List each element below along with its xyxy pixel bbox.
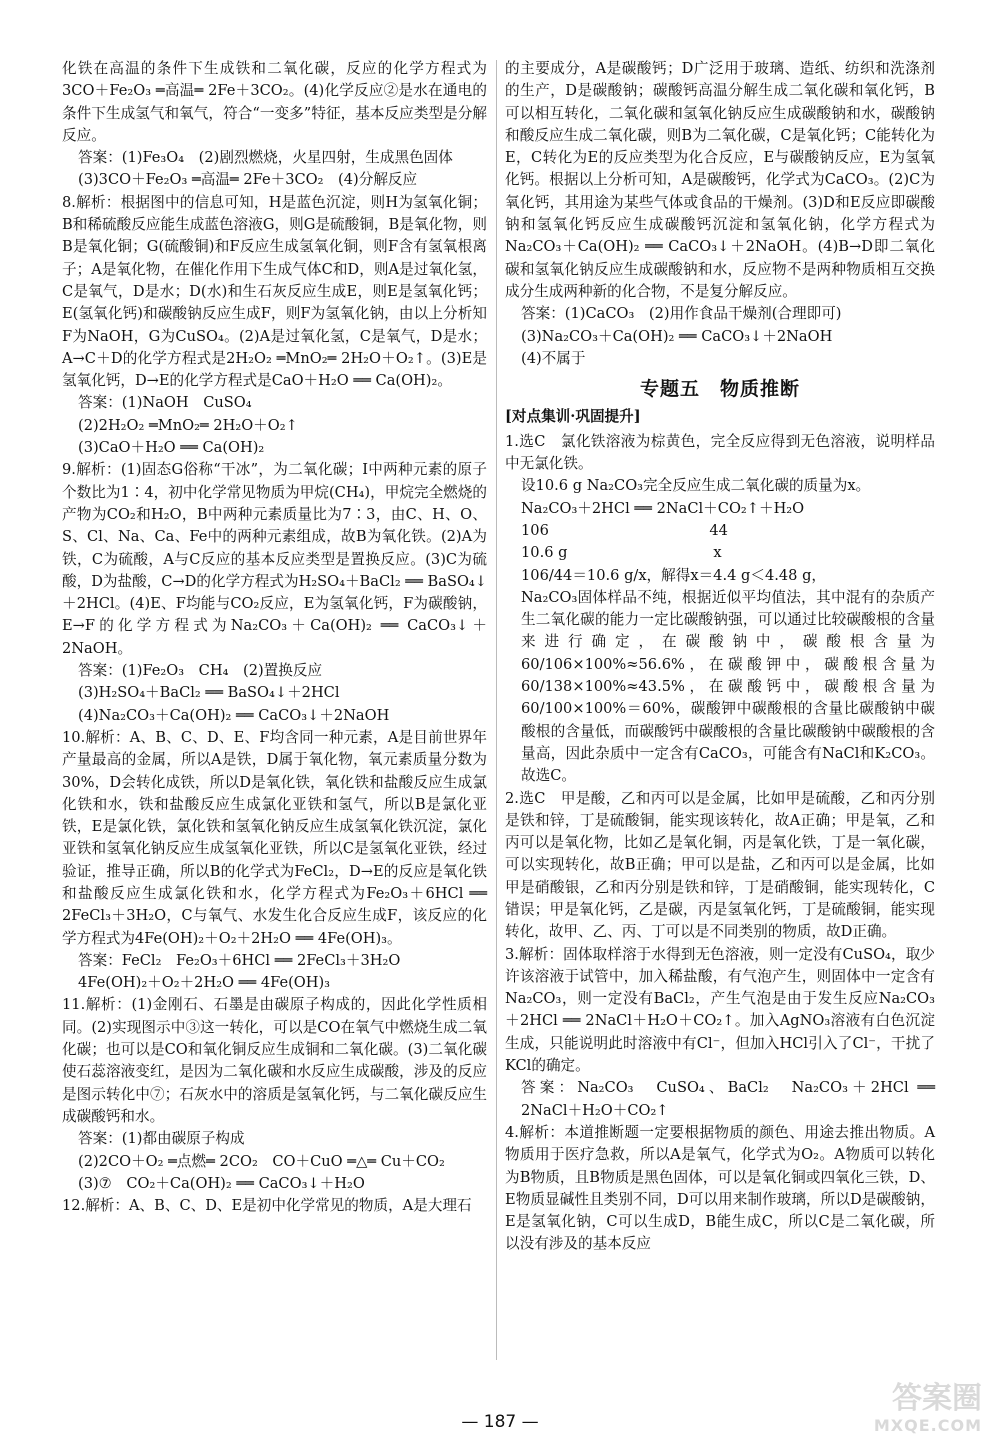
paragraph: 答案：(1)Fe₃O₄ (2)剧烈燃烧，火星四射，生成黑色固体 — [78, 149, 453, 167]
paragraph: (3)Na₂CO₃＋Ca(OH)₂ ══ CaCO₃↓＋2NaOH — [521, 327, 833, 345]
column-divider — [496, 60, 497, 1360]
watermark-top: 答案圈 — [892, 1381, 982, 1416]
paragraph: 答案：(1)Fe₂O₃ CH₄ (2)置换反应 — [78, 662, 323, 680]
paragraph: 9.解析：(1)固态G俗称“干冰”，为二氧化碳；I中两种元素的原子个数比为1∶4，初中化学常见物质为甲烷(CH₄)，甲烷完全燃烧的产物为CO₂和H₂O，B中两种元素质量比为7∶3，由C、H、O、S、Cl、Na、Ca、Fe中的两种元素组成，故B为氧化铁。(2)A为铁，C为硫酸，A与C反应的基本反应类型是置换反应。(3)C为硫酸，D为盐酸，C→D的化学方程式为H₂SO₄＋BaCl₂ ══ BaSO₄↓＋2HCl。(4)E、F均能与CO₂反应，E为氢氧化钙，F为碳酸钠，E→F的化学方程式为Na₂CO₃＋Ca(OH)₂ ══ CaCO₃↓＋2NaOH。 — [62, 461, 487, 657]
paragraph: 设10.6 g Na₂CO₃完全反应生成二氧化碳的质量为x。 — [521, 477, 871, 495]
paragraph: 答案：(1)都由碳原子构成 — [78, 1130, 245, 1148]
paragraph: (2)2H₂O₂ ═MnO₂═ 2H₂O＋O₂↑ — [78, 416, 298, 434]
paragraph: 12.解析：A、B、C、D、E是初中化学常见的物质，A是大理石 — [62, 1197, 472, 1215]
paragraph: Na₂CO₃固体样品不纯，根据近似平均值法，其中混有的杂质产生二氧化碳的能力一定比碳酸钠强，可以通过比较碳酸根的含量来进行确定，在碳酸钠中，碳酸根含量为60/106×100%≈56.6%，在碳酸钾中，碳酸根含量为60/138×100%≈43.5%，在碳酸钙中，碳酸根含量为60/100×100%＝60%，碳酸钾中碳酸根的含量比碳酸钠中碳酸根的含量低，而碳酸钙中碳酸根的含量比碳酸钠中碳酸根的含量高，因此杂质中一定含有CaCO₃，可能含有NaCl和K₂CO₃。故选C。 — [521, 588, 935, 785]
paragraph: (4)Na₂CO₃＋Ca(OH)₂ ══ CaCO₃↓＋2NaOH — [78, 706, 390, 724]
section-tag: [对点集训·巩固提升] — [505, 408, 641, 426]
watermark-bottom: MXQE.COM — [873, 1416, 982, 1435]
paragraph: 11.解析：(1)金刚石、石墨是由碳原子构成的，因此化学性质相同。(2)实现图示中③这一转化，可以是CO在氧气中燃烧生成二氧化碳；也可以是CO和氧化铜反应生成铜和二氧化碳。(3)二氧化碳使石蕊溶液变红，是因为二氧化碳和水反应生成碳酸，涉及的反应是图示转化中⑦；石灰水中的溶质是氢氧化钙，与二氧化碳反应生成碳酸钙和水。 — [62, 996, 487, 1125]
paragraph: (3)3CO＋Fe₂O₃ ═高温═ 2Fe＋3CO₂ (4)分解反应 — [78, 171, 418, 189]
paragraph: 的主要成分，A是碳酸钙；D广泛用于玻璃、造纸、纺织和洗涤剂的生产，D是碳酸钠；碳酸钙高温分解生成二氧化碳和氧化钙，B可以相互转化，二氧化碳和氢氧化钠反应生成碳酸钠和水，碳酸钠和酸反应生成二氧化碳，则B为二氧化碳，C是氧化钙；C能转化为E，C转化为E的反应类型为化合反应，E与碳酸钠反应，E为氢氧化钙。根据以上分析可知，A是碳酸钙，化学式为CaCO₃。(2)C为氧化钙，其用途为某些气体或食品的干燥剂。(3)D和E反应即碳酸钠和氢氧化钙反应生成碳酸钙沉淀和氢氧化钠，化学方程式为Na₂CO₃＋Ca(OH)₂ ══ CaCO₃↓＋2NaOH。(4)B→D即二氧化碳和氢氧化钠反应生成碳酸钠和水，反应物不是两种物质相互交换成分生成两种新的化合物，不是复分解反应。 — [505, 60, 935, 300]
paragraph: 答案：(1)NaOH CuSO₄ — [78, 394, 252, 412]
left-column — [62, 58, 492, 1217]
paragraph: 1.选C 氯化铁溶液为棕黄色，完全反应得到无色溶液，说明样品中无氯化铁。 — [505, 432, 935, 473]
paragraph: 4Fe(OH)₂＋O₂＋2H₂O ══ 4Fe(OH)₃ — [78, 974, 331, 992]
paragraph: (4)不属于 — [521, 349, 586, 367]
paragraph: 4.解析：本道推断题一定要根据物质的颜色、用途去推出物质。A物质用于医疗急救，所以A是氧气，化学式为O₂。A物质可以转化为B物质，且B物质是黑色固体，可以是氧化铜或四氧化三铁，D、E物质显碱性且类别不同，D可以用来制作玻璃，所以D是碳酸钠，E是氢氧化钠，C可以生成D，B能生成C，所以C是二氧化碳，所以没有涉及的基本反应 — [505, 1123, 935, 1253]
paragraph: 8.解析：根据图中的信息可知，H是蓝色沉淀，则H为氢氧化铜；B和稀硫酸反应能生成蓝色溶液G，则G是硫酸铜，B是氧化物，则B是氧化铜；G(硫酸铜)和F反应生成氢氧化铜，则F含有氢氧根离子；A是氧化物，在催化作用下生成气体C和D，则A是过氧化氢，C是氧气，D是水；D(水)和生石灰反应生成E，则E是氢氧化钙；E(氢氧化钙)和碳酸钠反应生成F，则F为氢氧化钠，由以上分析知F为NaOH，G为CuSO₄。(2)A是过氧化氢，C是氧气，D是水；A→C＋D的化学方程式是2H₂O₂ ═MnO₂═ 2H₂O＋O₂↑。(3)E是氢氧化钙，D→E的化学方程式是CaO＋H₂O ══ Ca(OH)₂。 — [62, 193, 487, 390]
right-column — [505, 58, 940, 1256]
paragraph: 2.选C 甲是酸，乙和丙可以是金属，比如甲是硫酸，乙和丙分别是铁和锌，丁是硫酸铜，能实现该转化，故A正确；甲是氧，乙和丙可以是氧化物，比如乙是氧化铜，丙是氧化铁，丁是一氧化碳，可以实现转化，故B正确；甲可以是盐，乙和丙可以是金属，比如甲是硝酸银，乙和丙分别是铁和锌，丁是硝酸铜，能实现转化，C错误；甲是氧化钙，乙是碳，丙是氢氧化钙，丁是硫酸铜，能实现转化，故甲、乙、丙、丁可以是不同类别的物质，故D正确。 — [505, 789, 935, 941]
paragraph: 化铁在高温的条件下生成铁和二氧化碳，反应的化学方程式为3CO＋Fe₂O₃ ═高温═ 2Fe＋3CO₂。(4)化学反应②是水在通电的条件下生成氢气和氧气，符合“一变多”特征，基本反应类型是分解反应。 — [62, 60, 487, 144]
paragraph: 答案：(1)CaCO₃ (2)用作食品干燥剂(合理即可) — [521, 305, 842, 323]
paragraph: (3)⑦ CO₂＋Ca(OH)₂ ══ CaCO₃↓＋H₂O — [78, 1174, 365, 1192]
paragraph: 106 44 — [521, 521, 728, 539]
paragraph: (2)2CO＋O₂ ═点燃═ 2CO₂ CO＋CuO ═△═ Cu＋CO₂ — [78, 1152, 445, 1170]
paragraph: 10.6 g x — [521, 544, 722, 562]
paragraph: 106/44＝10.6 g/x，解得x＝4.4 g＜4.48 g， — [521, 566, 827, 584]
page-number: — 187 — — [461, 1412, 539, 1432]
paragraph: 答案：FeCl₂ Fe₂O₃＋6HCl ══ 2FeCl₃＋3H₂O — [78, 951, 401, 969]
paragraph: 10.解析：A、B、C、D、E、F均含同一种元素，A是目前世界年产量最高的金属，所以A是铁，D属于氧化物，氧元素质量分数为30%，D会转化成铁，所以D是氧化铁，氧化铁和盐酸反应生成氯化铁和水，铁和盐酸反应生成氯化亚铁和氢气，所以B是氯化亚铁，E是氯化铁，氯化铁和氢氧化钠反应生成氢氧化铁沉淀，氯化亚铁和氢氧化钠反应生成氢氧化亚铁，所以C是氢氧化亚铁，经过验证，推导正确，所以B的化学式为FeCl₂，D→E的反应是氧化铁和盐酸反应生成氯化铁和水，化学方程式为Fe₂O₃＋6HCl ══ 2FeCl₃＋3H₂O，C与氧气、水发生化合反应生成F，该反应的化学方程式为4Fe(OH)₂＋O₂＋2H₂O ══ 4Fe(OH)₃。 — [62, 728, 492, 947]
paragraph: Na₂CO₃＋2HCl ══ 2NaCl＋CO₂↑＋H₂O — [521, 499, 805, 517]
paragraph: (3)CaO＋H₂O ══ Ca(OH)₂ — [78, 439, 265, 457]
section-title: 专题五 物质推断 — [639, 378, 800, 401]
paragraph: 3.解析：固体取样溶于水得到无色溶液，则一定没有CuSO₄，取少许该溶液于试管中，加入稀盐酸，有气泡产生，则固体中一定含有Na₂CO₃，则一定没有BaCl₂，产生气泡是由于发生反应Na₂CO₃＋2HCl ══ 2NaCl＋H₂O＋CO₂↑。加入AgNO₃溶液有白色沉淀生成，只能说明此时溶液中有Cl⁻，但加入HCl引入了Cl⁻，干扰了KCl的确定。 — [505, 945, 935, 1075]
paragraph: 答案：Na₂CO₃ CuSO₄、BaCl₂ Na₂CO₃＋2HCl ══ 2NaCl＋H₂O＋CO₂↑ — [521, 1079, 940, 1119]
paragraph: (3)H₂SO₄＋BaCl₂ ══ BaSO₄↓＋2HCl — [78, 684, 340, 702]
watermark-logo — [832, 1382, 982, 1444]
